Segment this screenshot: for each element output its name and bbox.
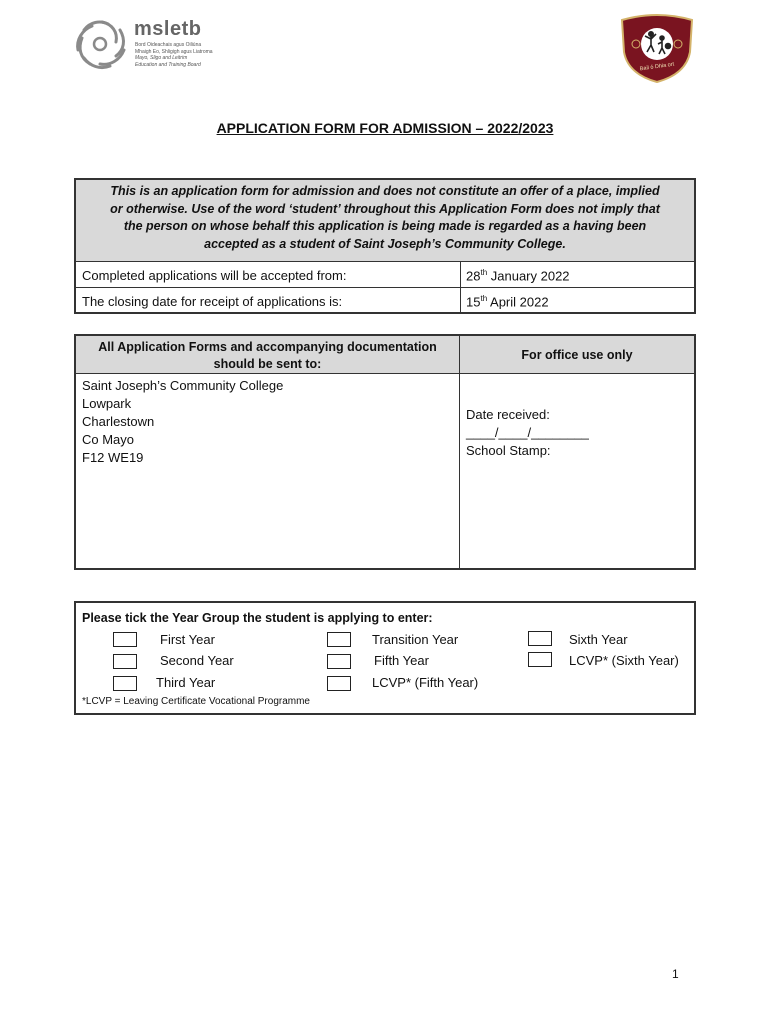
address-line: Saint Joseph’s Community College xyxy=(82,378,284,393)
logo-subtitle-line: Bord Oideachais agus Oiliúna xyxy=(135,42,202,48)
address-line: F12 WE19 xyxy=(82,450,144,465)
school-crest-icon xyxy=(618,12,696,84)
year-group-title: Please tick the Year Group the student is applying to enter: xyxy=(82,611,433,625)
address-line: Co Mayo xyxy=(82,432,135,447)
school-crest xyxy=(618,12,696,84)
intro-line: the person on whose behalf this application is being made is regarded as a having been xyxy=(123,219,647,234)
label-transition-year: Transition Year xyxy=(372,632,459,647)
school-address xyxy=(82,377,283,467)
date-received-label: Date received: xyxy=(466,407,550,422)
label-second-year: Second Year xyxy=(160,653,234,668)
office-use-fields xyxy=(466,406,589,460)
accepted-from-date: 28th January 2022 xyxy=(466,268,570,284)
label-sixth-year: Sixth Year xyxy=(569,632,628,647)
label-fifth-year: Fifth Year xyxy=(374,653,429,668)
school-stamp-label: School Stamp: xyxy=(466,443,551,458)
crest-motto: Bail ó Dhia ort xyxy=(639,61,675,73)
address-line: Lowpark xyxy=(82,396,132,411)
msletb-swirl-icon xyxy=(72,16,132,72)
intro-line: This is an application form for admission and does not constitute an offer of a place, implied xyxy=(110,184,660,198)
intro-line: or otherwise. Use of the word ‘student’ throughout this Application Form does not imply that xyxy=(110,201,660,216)
closing-date: 15th April 2022 xyxy=(466,294,549,310)
checkbox-fifth-year[interactable] xyxy=(327,654,351,669)
intro-notice xyxy=(76,180,694,262)
intro-section xyxy=(74,178,696,314)
logo-wordmark: msletb xyxy=(134,18,202,40)
closing-date-label: The closing date for receipt of applications is: xyxy=(82,294,343,309)
intro-line: accepted as a student of Saint Joseph’s Community College. xyxy=(204,236,566,251)
logo-subtitle-line: Education and Training Board xyxy=(135,61,201,68)
lcvp-footnote: *LCVP = Leaving Certificate Vocational Programme xyxy=(82,696,310,707)
page-number: 1 xyxy=(672,967,679,981)
checkbox-second-year[interactable] xyxy=(113,654,137,669)
label-first-year: First Year xyxy=(160,632,215,647)
date-received-field[interactable]: ____/____/________ xyxy=(466,425,589,440)
accepted-from-row xyxy=(76,262,694,288)
closing-date-row xyxy=(76,288,694,314)
checkbox-transition-year[interactable] xyxy=(327,632,351,647)
send-to-header: All Application Forms and accompanying documentation should be sent to: xyxy=(76,336,459,374)
accepted-from-label: Completed applications will be accepted from: xyxy=(82,268,347,283)
checkbox-lcvp-fifth-year[interactable] xyxy=(327,676,351,691)
address-office-section xyxy=(74,334,696,570)
checkbox-sixth-year[interactable] xyxy=(528,631,552,646)
label-third-year: Third Year xyxy=(156,675,216,690)
checkbox-first-year[interactable] xyxy=(113,632,137,647)
logo-subtitle-line: Mayo, Sligo and Leitrim xyxy=(135,55,188,61)
msletb-logo xyxy=(72,16,232,72)
form-title: APPLICATION FORM FOR ADMISSION – 2022/2023 xyxy=(216,120,554,136)
logo-subtitle-line: Mhaigh Eo, Shligigh agus Liatroma xyxy=(135,48,213,55)
checkbox-lcvp-sixth-year[interactable] xyxy=(528,652,552,667)
label-lcvp-sixth-year: LCVP* (Sixth Year) xyxy=(569,653,679,668)
checkbox-third-year[interactable] xyxy=(113,676,137,691)
label-lcvp-fifth-year: LCVP* (Fifth Year) xyxy=(372,675,479,690)
year-group-section xyxy=(74,601,696,715)
office-use-header: For office use only xyxy=(460,336,694,374)
address-line: Charlestown xyxy=(82,414,155,429)
